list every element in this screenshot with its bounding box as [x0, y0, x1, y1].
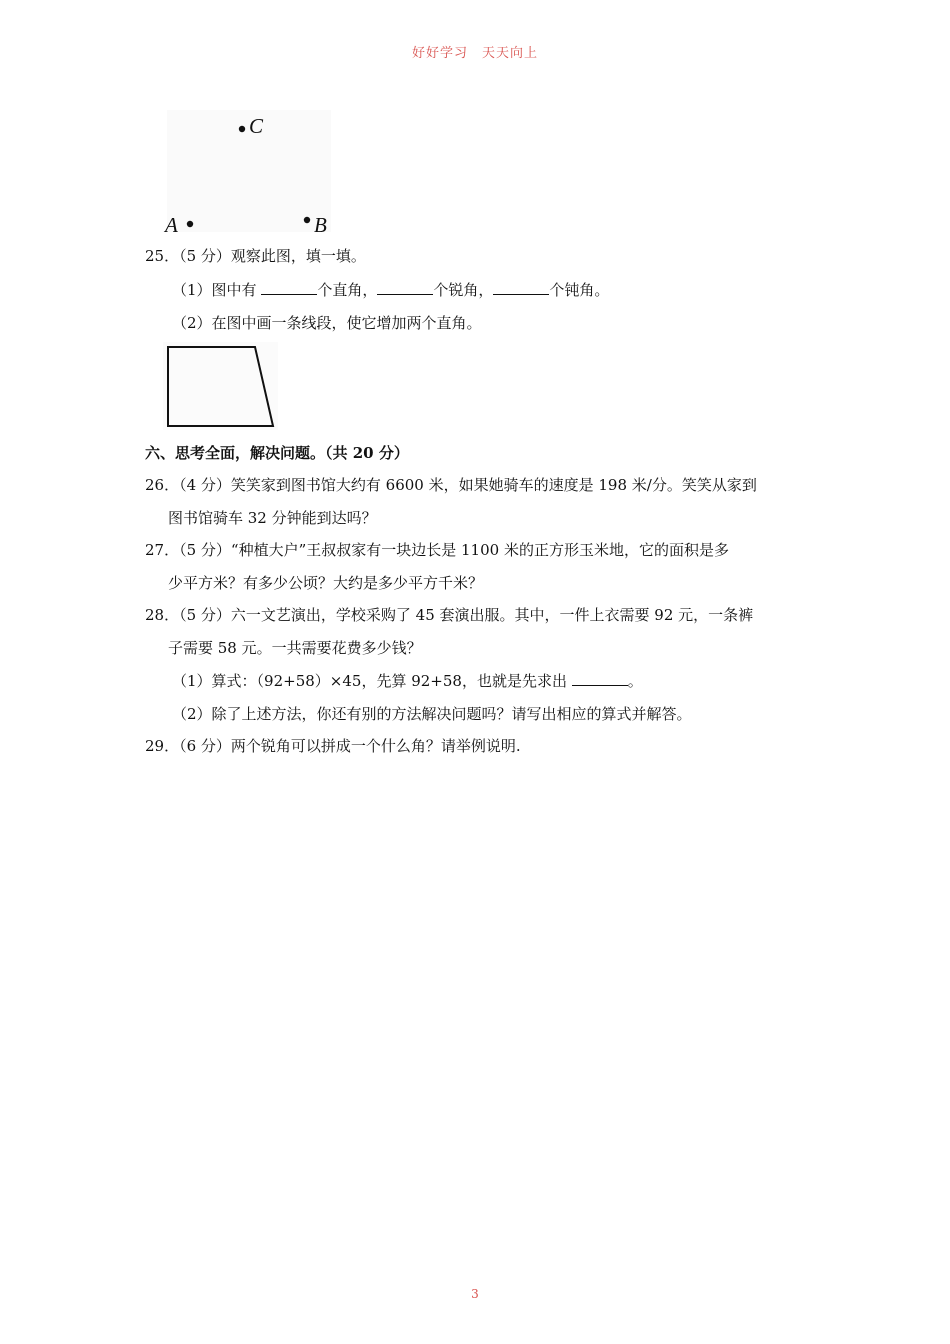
q28-part1 — [172, 671, 643, 691]
q25-part2: （2）在图中画一条线段，使它增加两个直角。 — [172, 314, 482, 332]
point-a-dot — [187, 221, 193, 227]
q25-blank-right-angles[interactable] — [261, 280, 317, 295]
q26-line1: 26．（4 分）笑笑家到图书馆大约有 6600 米，如果她骑车的速度是 198 米/分。笑笑从家到 — [145, 476, 757, 494]
point-b-label: B — [314, 213, 327, 236]
q28-line1: 28．（5 分）六一文艺演出，学校采购了 45 套演出服。其中，一件上衣需要 92 元，一条裤 — [145, 606, 754, 624]
page-number: 3 — [471, 1287, 479, 1301]
q25-stem: 25．（5 分）观察此图，填一填。 — [145, 247, 366, 265]
q28-part1-text-a: （1）算式：（92+58）×45，先算 92+58，也就是先求出 — [172, 672, 572, 690]
q25-blank-obtuse-angles[interactable] — [493, 280, 549, 295]
q26-line2: 图书馆骑车 32 分钟能到达吗？ — [168, 509, 377, 527]
point-c-label: C — [249, 114, 264, 138]
q25-part1-text-d: 个钝角。 — [549, 281, 610, 299]
q25-part1-text-c: 个锐角， — [433, 281, 494, 299]
q27-line2: 少平方米？有多少公顷？大约是多少平方千米？ — [168, 574, 484, 592]
q29-line1: 29．（6 分）两个锐角可以拼成一个什么角？请举例说明. — [145, 737, 521, 755]
q28-line2: 子需要 58 元。一共需要花费多少钱？ — [168, 639, 422, 657]
q27-line1: 27．（5 分）“种植大户”王叔叔家有一块边长是 1100 米的正方形玉米地，它的面积是多 — [145, 541, 729, 559]
q25-part1-text-a: （1）图中有 — [172, 281, 262, 299]
q25-part1-text-b: 个直角， — [317, 281, 378, 299]
page-header: 好好学习 天天向上 — [411, 46, 538, 61]
q28-part1-text-b: 。 — [627, 672, 643, 690]
q28-blank-answer[interactable] — [572, 671, 628, 686]
point-a-label: A — [165, 213, 178, 236]
q25-part1 — [172, 280, 609, 300]
section-6-title: 六、思考全面，解决问题。（共 20 分） — [145, 444, 409, 462]
point-c-dot — [239, 126, 245, 132]
q28-part2: （2）除了上述方法，你还有别的方法解决问题吗？请写出相应的算式并解答。 — [172, 705, 692, 723]
q25-blank-acute-angles[interactable] — [377, 280, 433, 295]
trapezoid-figure — [163, 342, 278, 430]
points-abc-figure — [163, 108, 335, 236]
point-b-dot — [304, 217, 310, 223]
